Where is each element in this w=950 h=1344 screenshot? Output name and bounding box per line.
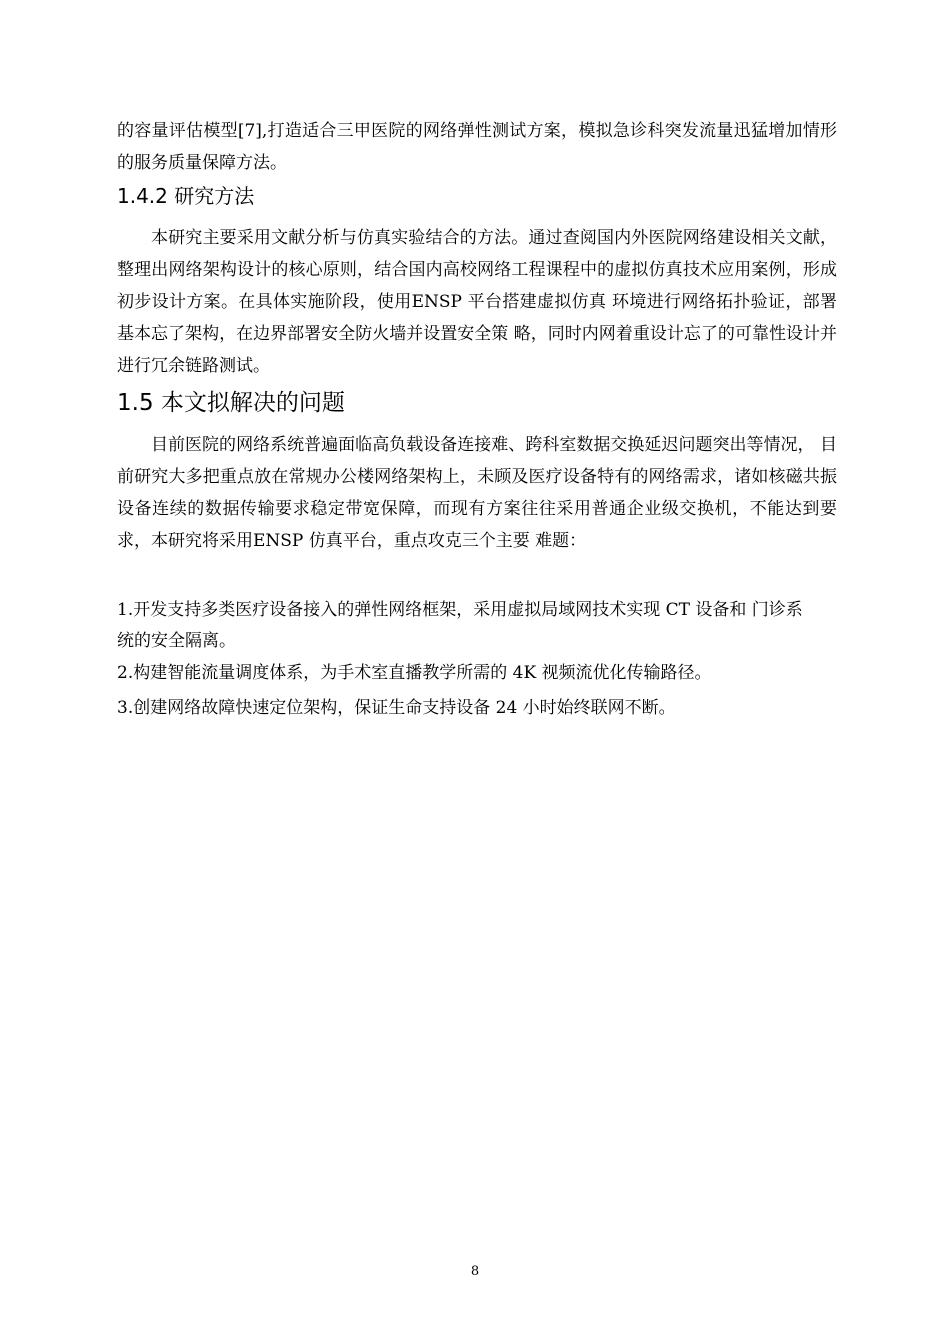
intro-paragraph: 的容量评估模型[7],打造适合三甲医院的网络弹性测试方案，模拟急诊科突发流量迅猛增加情形的服务质量保障方法。 bbox=[117, 121, 837, 173]
list-item-1: 1.开发支持多类医疗设备接入的弹性网络框架，采用虚拟局域网技术实现 CT 设备和 门诊系统的安全隔离。 bbox=[117, 600, 803, 651]
section-heading-1-5: 1.5 本文拟解决的问题 bbox=[117, 390, 345, 416]
methods-paragraph: 本研究主要采用文献分析与仿真实验结合的方法。通过查阅国内外医院网络建设相关文献，整理出网络架构设计的核心原则，结合国内高校网络工程课程中的虚拟仿真技术应用案例，形成初步设计方案。在具体实施阶段，使用ENSP 平台搭建虚拟仿真 环境进行网络拓扑验证，部署基本忘了架构，在边界部署安全防火墙并设置安全策 略，同时内网着重设计忘了的可靠性设计并进行冗余链路测试。 bbox=[117, 228, 837, 376]
page-number: 8 bbox=[470, 1264, 480, 1279]
problems-paragraph: 目前医院的网络系统普遍面临高负载设备连接难、跨科室数据交换延迟问题突出等情况， 目前研究大多把重点放在常规办公楼网络架构上，未顾及医疗设备特有的网络需求，诸如核磁共振设备连续的数据传输要求稳定带宽保障，而现有方案往往采用普通企业级交换机，不能达到要求，本研究将采用ENSP 仿真平台，重点攻克三个主要 难题： bbox=[117, 435, 837, 551]
list-item-3: 3.创建网络故障快速定位架构，保证生命支持设备 24 小时始终联网不断。 bbox=[117, 698, 676, 718]
list-item-2: 2.构建智能流量调度体系，为手术室直播教学所需的 4K 视频流优化传输路径。 bbox=[117, 663, 712, 683]
section-heading-1-4-2: 1.4.2 研究方法 bbox=[117, 184, 255, 208]
